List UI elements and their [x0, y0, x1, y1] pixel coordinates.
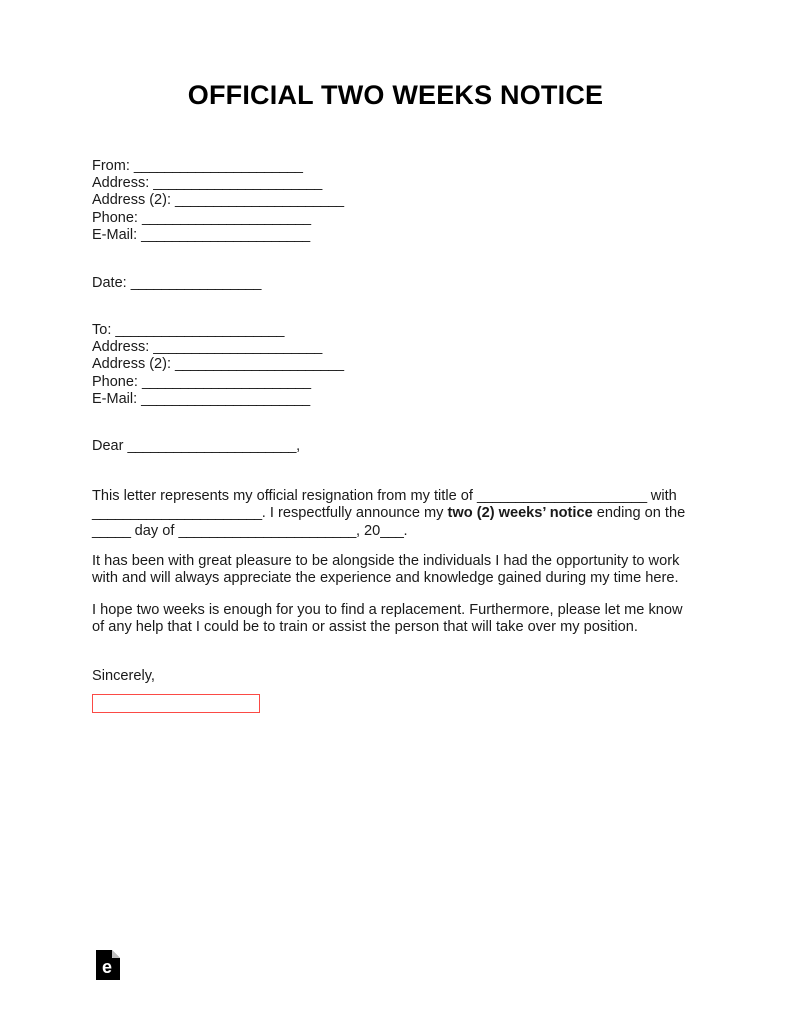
- salutation-rule[interactable]: ______________________: [127, 438, 297, 454]
- recipient-address2-rule[interactable]: ______________________: [175, 356, 344, 373]
- sender-from-rule[interactable]: ______________________: [133, 158, 303, 174]
- para1-text-d: ending on the: [592, 505, 686, 522]
- sender-address-rule[interactable]: ______________________: [153, 175, 322, 192]
- para1-text-b: with: [646, 488, 677, 504]
- para1-year-rule[interactable]: ___: [380, 522, 404, 539]
- sender-email-rule[interactable]: ______________________: [141, 226, 310, 243]
- para1-title-rule[interactable]: ______________________: [476, 488, 647, 504]
- salutation-label: Dear: [92, 438, 128, 454]
- para1-text-a: This letter represents my official resignation from my title of: [92, 488, 477, 504]
- recipient-phone-label: Phone:: [92, 373, 142, 390]
- signature-field[interactable]: [92, 694, 260, 713]
- recipient-to-line: [92, 322, 344, 339]
- recipient-to-rule[interactable]: ______________________: [115, 322, 284, 338]
- sender-address-line: [92, 175, 344, 192]
- sender-address2-rule[interactable]: ______________________: [175, 192, 344, 209]
- recipient-block: [92, 322, 344, 408]
- sender-address-label: Address:: [92, 175, 154, 192]
- sender-from-label: From:: [92, 158, 134, 174]
- recipient-email-rule[interactable]: ______________________: [141, 390, 310, 407]
- sender-email-label: E-Mail:: [92, 226, 142, 243]
- sender-block: [92, 158, 344, 244]
- para1-text-f: , 20: [355, 522, 381, 539]
- body-paragraph-1: [92, 488, 698, 540]
- para1-day-rule[interactable]: _____: [92, 522, 131, 539]
- body-paragraph-3: I hope two weeks is enough for you to find a replacement. Furthermore, please let me know of any help that I could be to train or assist the person that will take over my position.: [92, 602, 683, 636]
- para1-notice-emphasis: two (2) weeks’ notice: [447, 505, 593, 522]
- salutation-block: [92, 438, 300, 455]
- sender-phone-line: [92, 210, 344, 227]
- recipient-phone-rule[interactable]: ______________________: [142, 373, 311, 390]
- para1-text-g: .: [403, 522, 408, 539]
- recipient-address-rule[interactable]: ______________________: [153, 339, 322, 356]
- date-rule[interactable]: _________________: [130, 275, 261, 291]
- recipient-email-line: [92, 391, 344, 408]
- recipient-address2-label: Address (2):: [92, 356, 175, 373]
- date-label: Date:: [92, 275, 131, 291]
- recipient-phone-line: [92, 374, 344, 391]
- recipient-address2-line: [92, 356, 344, 373]
- document-e-icon: [96, 950, 120, 980]
- svg-text:e: e: [101, 957, 113, 977]
- para1-company-rule[interactable]: ______________________: [92, 505, 262, 522]
- closing-sincerely: Sincerely,: [92, 668, 155, 684]
- sender-address2-line: [92, 192, 344, 209]
- salutation-line: [92, 438, 300, 455]
- recipient-address-label: Address:: [92, 339, 154, 356]
- recipient-email-label: E-Mail:: [92, 390, 142, 407]
- para1-text-e: day of: [130, 522, 179, 539]
- recipient-to-label: To:: [92, 322, 116, 338]
- recipient-address-line: [92, 339, 344, 356]
- sender-email-line: [92, 227, 344, 244]
- sender-from-line: [92, 158, 344, 175]
- date-line: [92, 275, 261, 292]
- sender-phone-rule[interactable]: ______________________: [142, 209, 311, 226]
- sender-address2-label: Address (2):: [92, 192, 175, 209]
- page-title: OFFICIAL TWO WEEKS NOTICE: [187, 80, 604, 110]
- body-paragraph-2: It has been with great pleasure to be alongside the individuals I had the opportunity to work with and will always appreciate the experience and knowledge gained during my time here.: [92, 553, 680, 587]
- para1-month-rule[interactable]: _______________________: [178, 522, 356, 539]
- sender-phone-label: Phone:: [92, 209, 142, 226]
- para1-text-c: . I respectfully announce my: [261, 505, 448, 522]
- salutation-comma: ,: [296, 438, 301, 454]
- date-block: [92, 275, 261, 292]
